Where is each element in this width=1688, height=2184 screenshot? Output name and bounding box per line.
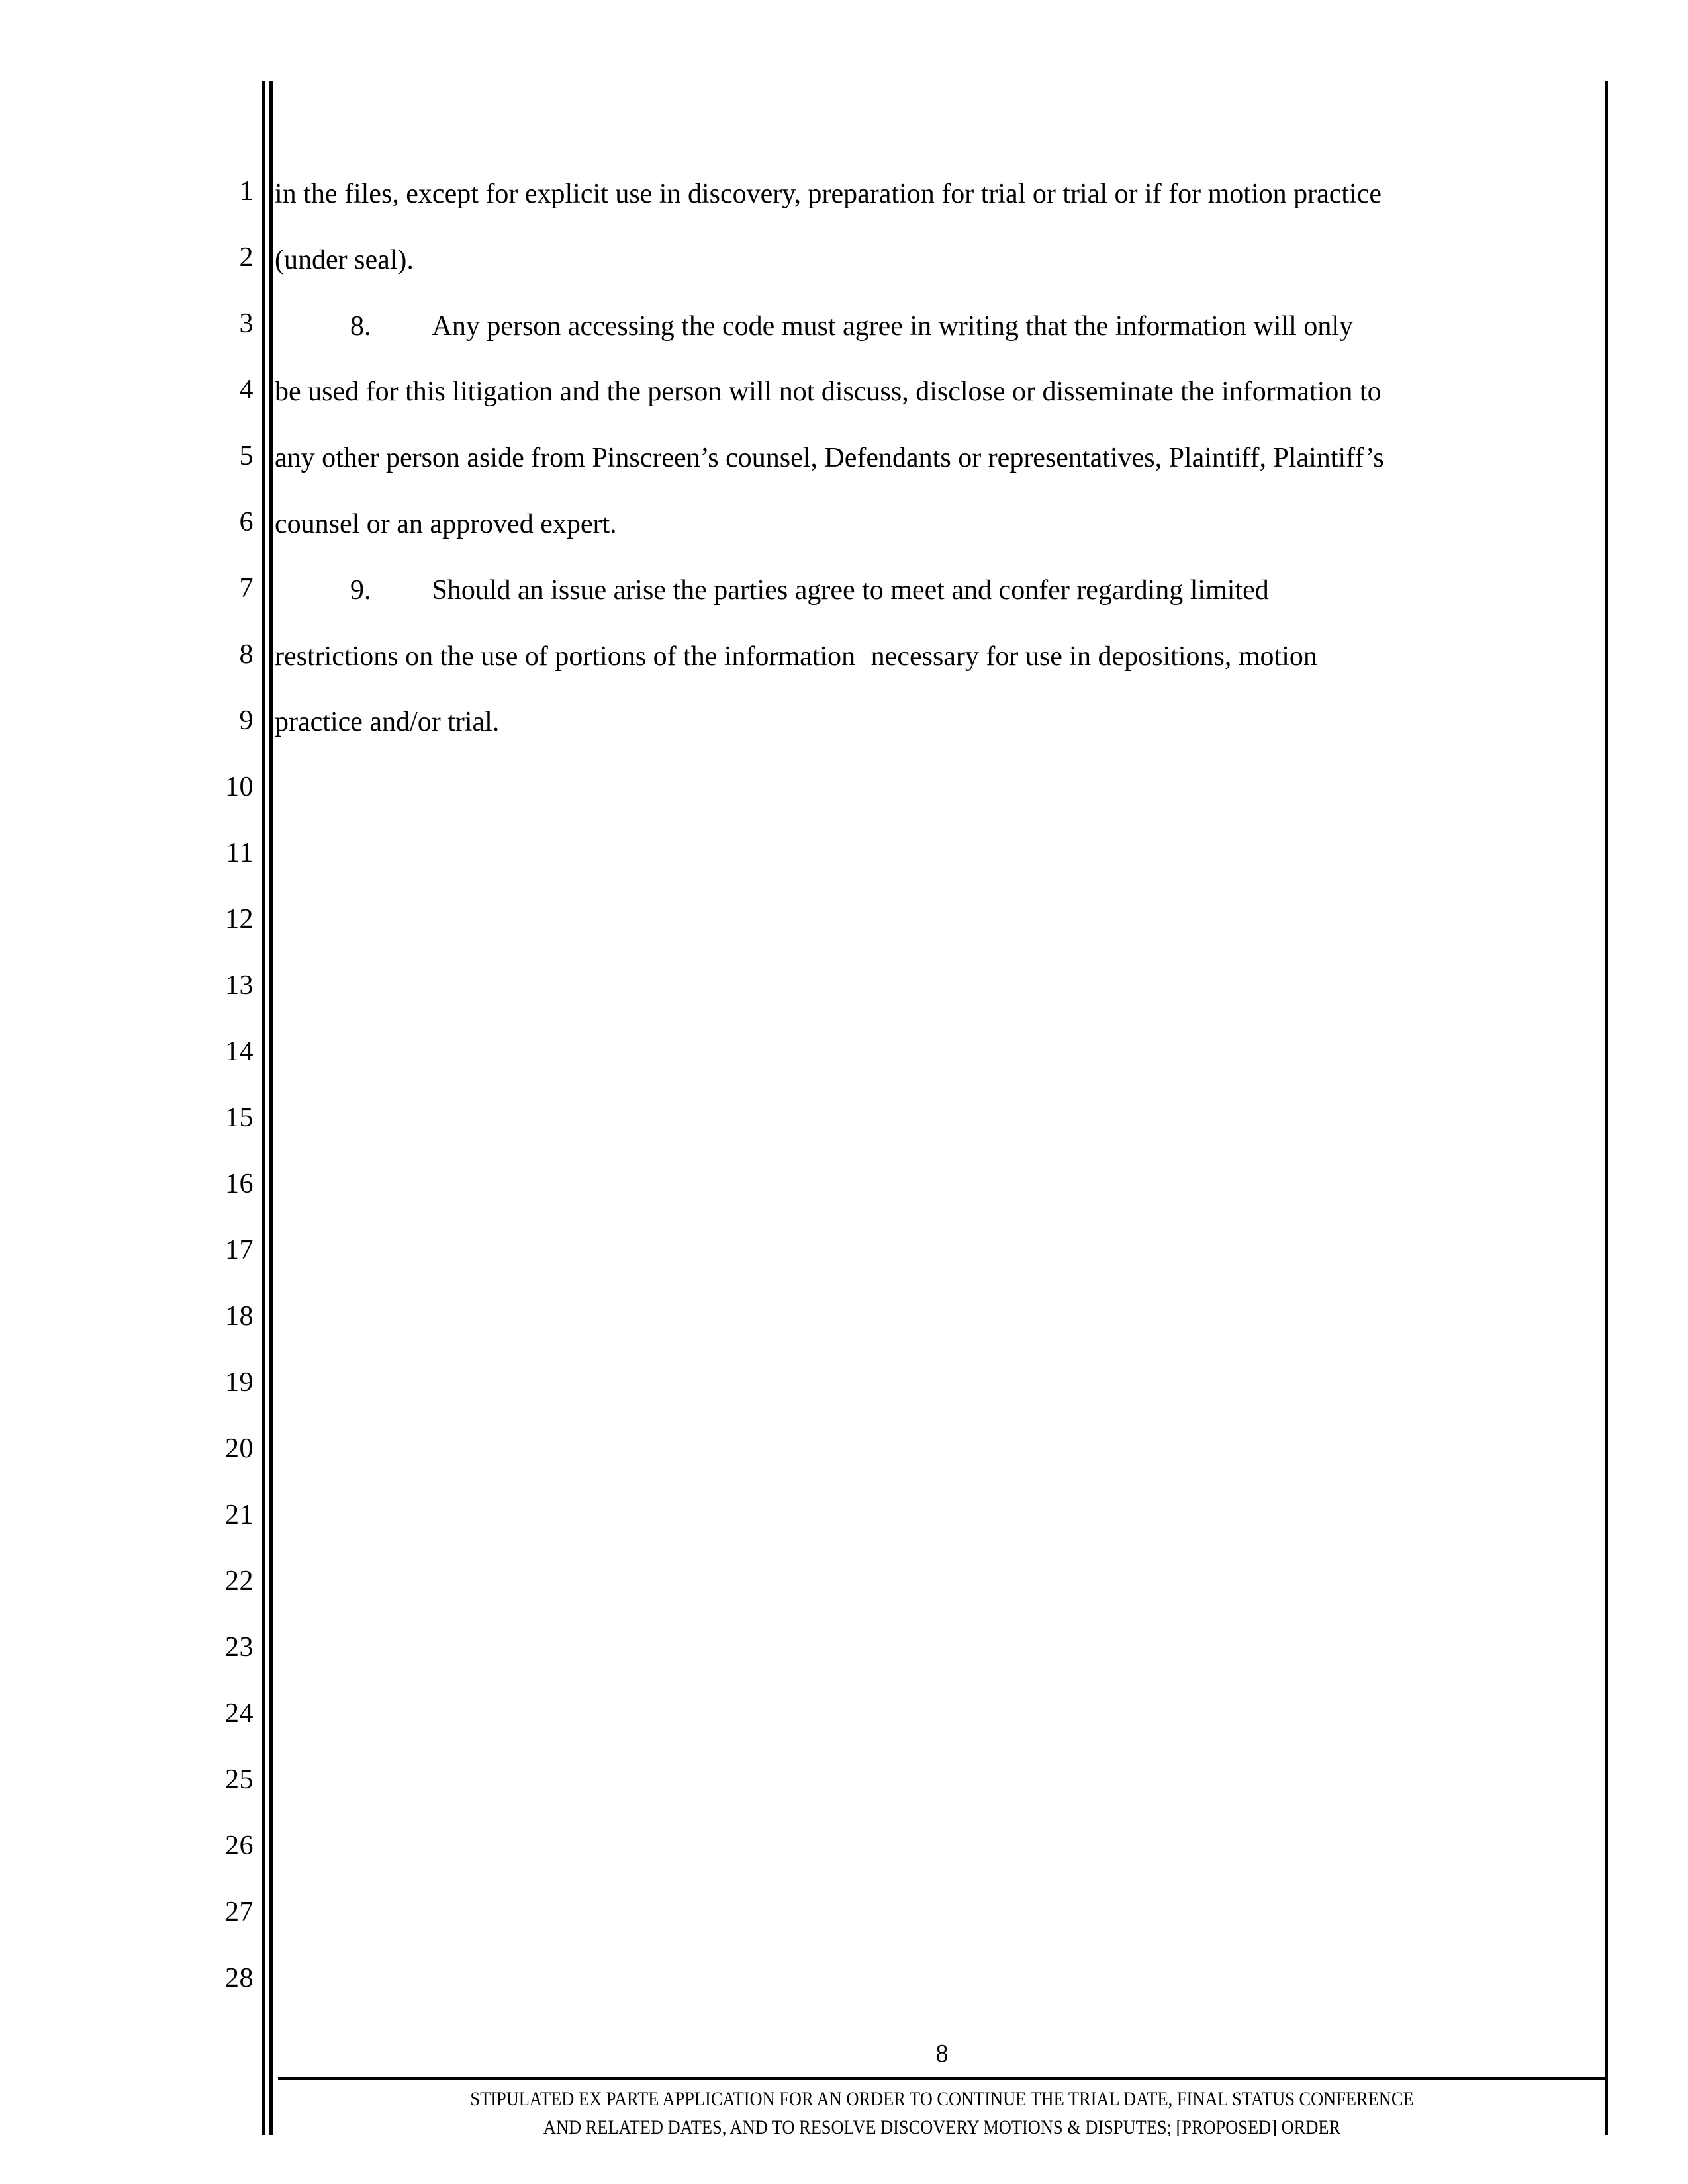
line-number: 8 xyxy=(239,639,254,670)
item-9-number: 9. xyxy=(350,574,371,606)
line-number: 21 xyxy=(225,1500,254,1530)
footer-caption xyxy=(357,2085,1526,2142)
paragraph-item-8-line-4 xyxy=(275,492,1593,558)
body-line-2-wrap xyxy=(275,228,1593,294)
line-number: 11 xyxy=(226,838,254,868)
item-8-line-6: counsel or an approved expert. xyxy=(275,508,617,539)
item-9-line-7: Should an issue arise the parties agree to meet and confer regarding limited xyxy=(432,574,1269,606)
line-number: 3 xyxy=(239,308,254,339)
line-number: 5 xyxy=(239,441,254,471)
paragraph-item-9-line-2 xyxy=(275,624,1593,690)
body-line-1: in the files, except for explicit use in discovery, preparation for trial or trial or if for motion practice xyxy=(275,179,1382,209)
item-8-line-3: Any person accessing the code must agree in writing that the information will only xyxy=(432,310,1353,341)
item-8-number: 8. xyxy=(350,310,371,341)
paragraph-item-8-line-3 xyxy=(275,426,1593,492)
line-number: 25 xyxy=(225,1764,254,1795)
line-number: 4 xyxy=(239,375,254,405)
footer-divider-line xyxy=(278,2077,1606,2080)
paragraph-item-8-line-1 xyxy=(275,294,1593,360)
item-9-line-8a: restrictions on the use of portions of the information xyxy=(275,641,856,672)
line-number: 23 xyxy=(225,1632,254,1662)
footer-caption-line-1: STIPULATED EX PARTE APPLICATION FOR AN ORDER TO CONTINUE THE TRIAL DATE, FINAL STATUS CONFERENCE xyxy=(470,2088,1414,2110)
footer-caption-line-2: AND RELATED DATES, AND TO RESOLVE DISCOVERY MOTIONS & DISPUTES; [PROPOSED] ORDER xyxy=(543,2116,1341,2138)
line-number: 15 xyxy=(225,1103,254,1133)
line-number: 20 xyxy=(225,1433,254,1464)
line-number: 9 xyxy=(239,705,254,736)
paragraph-continuation xyxy=(275,161,1593,228)
line-number: 19 xyxy=(225,1367,254,1398)
line-number: 18 xyxy=(225,1301,254,1332)
item-8-line-4: be used for this litigation and the person will not discuss, disclose or disseminate the information to xyxy=(275,377,1382,408)
line-number: 17 xyxy=(225,1235,254,1265)
paragraph-item-9-line-3 xyxy=(275,690,1593,756)
line-number: 26 xyxy=(225,1831,254,1861)
item-9-line-8b: necessary for use in depositions, motion xyxy=(870,641,1317,672)
line-number: 22 xyxy=(225,1566,254,1596)
line-number: 7 xyxy=(239,573,254,604)
line-number: 1 xyxy=(239,176,254,206)
line-number: 28 xyxy=(225,1963,254,1993)
line-number: 2 xyxy=(239,242,254,273)
line-number: 16 xyxy=(225,1169,254,1199)
item-9-line-9: practice and/or trial. xyxy=(275,707,500,738)
line-number: 24 xyxy=(225,1698,254,1729)
pleading-rule-left-outer xyxy=(262,81,265,2135)
line-number-gutter xyxy=(0,0,254,2184)
page-number: 8 xyxy=(935,2040,949,2068)
pleading-rule-right xyxy=(1605,81,1608,2135)
pleading-rule-left-inner xyxy=(269,81,273,2135)
line-number: 12 xyxy=(225,904,254,934)
document-body xyxy=(275,161,1593,756)
paragraph-item-8-line-2 xyxy=(275,359,1593,426)
line-number: 27 xyxy=(225,1897,254,1927)
line-number: 10 xyxy=(225,772,254,802)
line-number: 6 xyxy=(239,507,254,537)
line-number: 13 xyxy=(225,970,254,1001)
item-8-line-5: any other person aside from Pinscreen’s counsel, Defendants or representatives, Plaintiff, Plaintiff’s xyxy=(275,443,1384,474)
body-line-2: (under seal). xyxy=(275,244,414,275)
paragraph-item-9-line-1 xyxy=(275,558,1593,624)
line-number: 14 xyxy=(225,1036,254,1067)
